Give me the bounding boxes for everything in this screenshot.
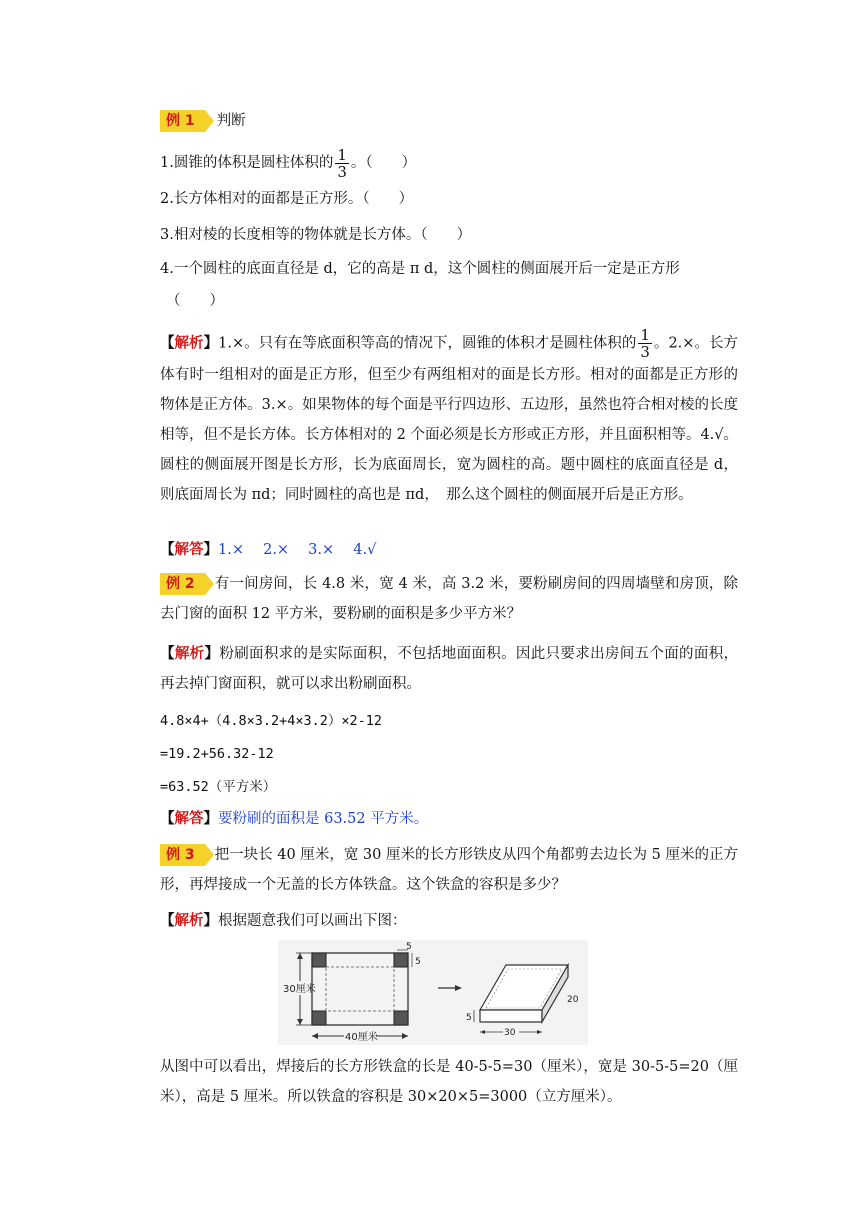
ex1-question-3: 3.相对棱的长度相等的物体就是长方体。（ ）: [160, 227, 472, 243]
ex1-prompt: 判断: [216, 113, 246, 129]
ex2-analysis-text: 粉刷面积求的是实际面积，不包括地面面积。因此只要求出房间五个面的面积，再去掉门窗面积，就可以求出粉刷面积。: [160, 646, 739, 692]
box-width-label: 20: [567, 995, 579, 1005]
q1-denominator: 3: [337, 162, 347, 181]
analysis-label: 解析: [174, 913, 204, 929]
ex1-question-4: 4.一个圆柱的底面直径是 d，它的高是 π d，这个圆柱的侧面展开后一定是正方形: [160, 261, 680, 277]
ex2-badge: 例 2: [160, 573, 205, 595]
q1-text: 1.圆锥的体积是圆柱体积的: [160, 155, 334, 171]
analysis-fraction: [638, 327, 652, 360]
answer-label: 解答: [174, 811, 204, 827]
box-length-label: 30: [504, 1028, 516, 1038]
ex1-question-2: 2.长方体相对的面都是正方形。（ ）: [160, 191, 414, 207]
ex2-calc-2: =19.2+56.32-12: [160, 746, 274, 762]
ex2-answer: 【解答】要粉刷的面积是 63.52 平方米。: [160, 810, 429, 827]
corner-square-tr: [394, 953, 408, 967]
answer-text: 1.× 2.× 3.× 4.√: [218, 542, 377, 558]
ex1-header: [160, 110, 246, 132]
box-front: [480, 1010, 542, 1022]
ex1-analysis: 【解析】1.×。只有在等底面积等高的情况下，圆锥的体积才是圆柱体积的 $\frac{1}{3}$ 。2.×。长方体有时一组相对的面是正方形，但至少有两组相对的面是长方形。相对的面都是正方形的物体是正方体。3.×。如果物体的每个面是平行四边形、五边形，虽然也符合相对棱的长度相等，但不是长方体。长方体相对的 2 个面必须是长方形或正方形，并且面积相等。4.√。圆柱的侧面展开图是长方形，长为底面周长，宽为圆柱的高。题中圆柱的底面直径是 d，则底面周长为 πd；同时圆柱的高也是 πd， 那么这个圆柱的侧面展开后是正方形。: [160, 326, 739, 503]
ex3-figure: [278, 940, 588, 1045]
ex1-answer: 【解答】1.× 2.× 3.× 4.√: [160, 541, 377, 558]
ex1-badge: 例 1: [160, 110, 205, 132]
ex3-question: [160, 840, 738, 900]
q1-numerator: 1: [337, 145, 347, 164]
height-label: 30厘米: [283, 984, 316, 995]
corner-square-bl: [312, 1011, 326, 1025]
q1-paren: 。（ ）: [350, 155, 417, 171]
ex1-question-4-paren: （ ）: [166, 293, 224, 309]
ex2-calc-1: 4.8×4+（4.8×3.2+4×3.2）×2-12: [160, 713, 383, 729]
ex3-analysis-text: 根据题意我们可以画出下图：: [218, 913, 407, 929]
analysis-denominator: 3: [640, 343, 650, 361]
ex2-calc-3: =63.52（平方米）: [160, 779, 277, 795]
analysis-label: 解析: [174, 646, 205, 662]
analysis-text-a: 1.×。只有在等底面积等高的情况下，圆锥的体积才是圆柱体积的: [218, 335, 637, 352]
answer-text: 要粉刷的面积是 63.52 平方米。: [218, 811, 429, 827]
analysis-label: 解析: [174, 335, 204, 352]
box-height-label: 5: [466, 1013, 472, 1023]
corner-top-label: 5: [406, 942, 412, 952]
analysis-text-b: 。2.×。长方体有时一组相对的面是正方形，但至少有两组相对的面是长方形。相对的面都是正方形的物体是正方体。3.×。如果物体的每个面是平行四边形、五边形，虽然也符合相对棱的长度相等，但不是长方体。长方体相对的 2 个面必须是长方形或正方形，并且面积相等。4.√。圆柱的侧面展开图是长方形，长为底面周长，宽为圆柱的高。题中圆柱的底面直径是 d，则底面周长为 πd；同时圆柱的高也是 πd， 那么这个圆柱的侧面展开后是正方形。: [160, 335, 739, 503]
ex3-conclusion: 从图中可以看出，焊接后的长方形铁盒的长是 40-5-5=30（厘米），宽是 30-5-5=20（厘米），高是 5 厘米。所以铁盒的容积是 30×20×5=3000（立方厘米）。: [160, 1059, 738, 1105]
ex1-question-1: [160, 146, 416, 180]
ex2-analysis: 【解析】粉刷面积求的是实际面积，不包括地面面积。因此只要求出房间五个面的面积，再去掉门窗面积，就可以求出粉刷面积。: [160, 645, 739, 692]
answer-label: 解答: [174, 542, 204, 558]
corner-side-label: 5: [415, 957, 421, 967]
corner-square-br: [394, 1011, 408, 1025]
width-label: 40厘米: [345, 1032, 378, 1043]
ex2-question: [160, 569, 738, 629]
corner-square-tl: [312, 953, 326, 967]
ex3-analysis: 【解析】根据题意我们可以画出下图：: [160, 912, 407, 929]
ex3-question-text: 把一块长 40 厘米，宽 30 厘米的长方形铁皮从四个角都剪去边长为 5 厘米的正方形，再焊接成一个无盖的长方体铁盒。这个铁盒的容积是多少？: [160, 847, 738, 893]
analysis-numerator: 1: [640, 326, 650, 344]
q1-fraction: [335, 147, 349, 180]
ex2-question-text: 有一间房间，长 4.8 米，宽 4 米，高 3.2 米，要粉刷房间的四周墙壁和房顶，除去门窗的面积 12 平方米，要粉刷的面积是多少平方米？: [160, 576, 738, 622]
ex3-badge: 例 3: [160, 844, 205, 866]
